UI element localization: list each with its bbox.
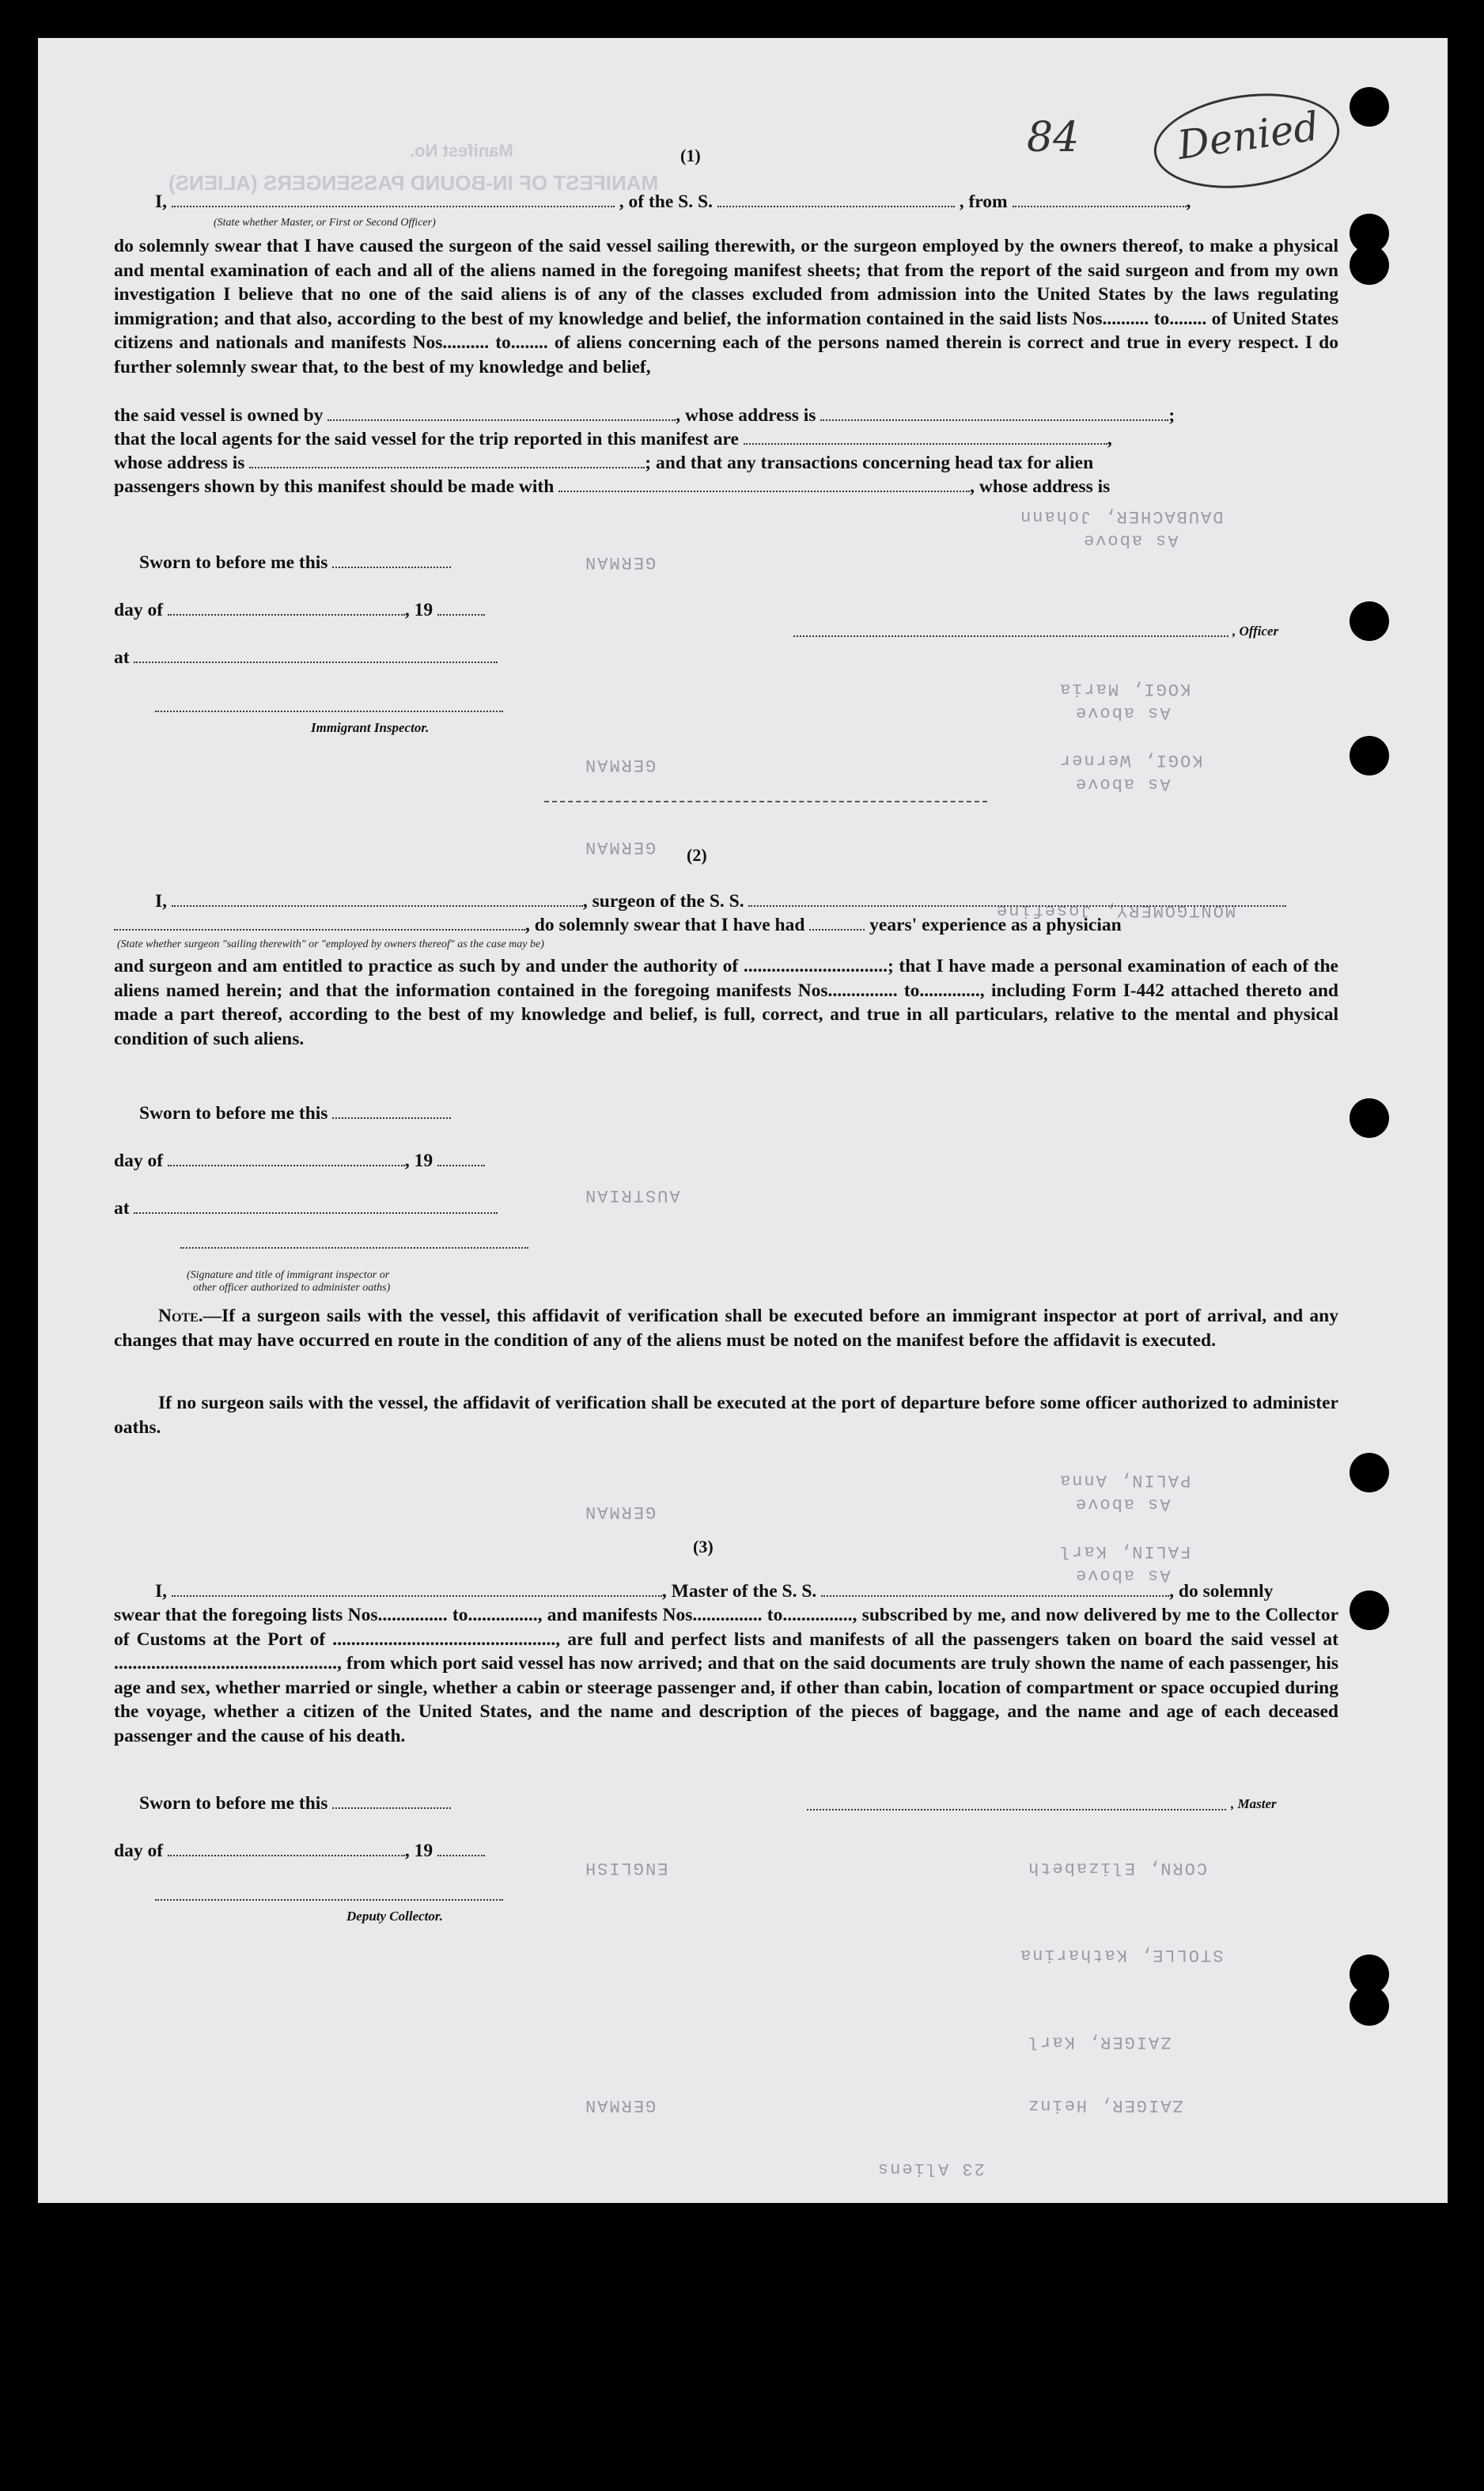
bleed-entry: GERMAN bbox=[584, 2095, 657, 2115]
bleed-entry: AUSTRIAN bbox=[584, 1185, 680, 1205]
faded-subtitle: Manifest No. bbox=[410, 141, 513, 161]
bleed-entry: ENGLISH bbox=[584, 1858, 668, 1878]
divider bbox=[544, 801, 987, 802]
binder-hole bbox=[1350, 245, 1389, 285]
bleed-entry: KOGI, Maria bbox=[1058, 679, 1191, 699]
sig-caption-2: other officer authorized to administer oaths) bbox=[193, 1282, 391, 1294]
binder-hole bbox=[1350, 87, 1389, 127]
sworn-line-1: Sworn to before me this bbox=[139, 551, 451, 575]
address-line: whose address is ; and that any transactions concerning head tax for alien bbox=[114, 453, 1094, 473]
sworn-line-3: Sworn to before me this bbox=[139, 1791, 451, 1816]
bleed-entry: GERMAN bbox=[584, 837, 657, 857]
officer-label: , Officer bbox=[1232, 624, 1279, 639]
bleed-entry: GERMAN bbox=[584, 1502, 657, 1522]
bleed-entry: ZAIGER, Karl bbox=[1027, 2032, 1172, 2052]
section3-intro: I, , Master of the S. S. , do solemnly bbox=[155, 1581, 1274, 1602]
note-label: Note. bbox=[158, 1306, 203, 1326]
binder-hole bbox=[1350, 1453, 1389, 1492]
caption-surgeon: (State whether surgeon "sailing therewith" or "employed by owners thereof" as the case may be) bbox=[117, 938, 544, 950]
day-line-2: day of , 19 bbox=[114, 1149, 485, 1173]
of-ss-label: , of the S. S. bbox=[619, 191, 713, 212]
binder-hole bbox=[1350, 736, 1389, 775]
section2-intro: I, , surgeon of the S. S. bbox=[155, 889, 1286, 914]
bleed-entry: As above bbox=[1082, 530, 1179, 550]
collector-signature-line bbox=[155, 1899, 503, 1901]
day-line-1: day of , 19 bbox=[114, 598, 485, 623]
section1-body: do solemnly swear that I have caused the surgeon of the said vessel sailing therewith, or the surgeon employed by the owners thereof, to make a physical and mental examination of each and all of the aliens named in the foregoing manifest sheets; that from the report of the said surgeon and from my own investigation I believe that no one of the said aliens is of any of the classes excluded from admission into the United States by the laws regulating immigration; and that also, according to the best of my knowledge and belief, the information contained in the said lists Nos.......... to........ of United States citizens and nationals and manifests Nos.......... to........ of aliens concerning each of the persons named therein is correct and true in every respect. I do further solemnly swear that, to the best of my knowledge and belief, bbox=[114, 236, 1338, 377]
sig-caption-1: (Signature and title of immigrant inspector or bbox=[187, 1269, 390, 1281]
note-2: If no surgeon sails with the vessel, the affidavit of verification shall be executed at the port of departure before some officer authorized to administer oaths. bbox=[114, 1393, 1338, 1438]
sworn-line-2: Sworn to before me this bbox=[139, 1101, 451, 1126]
note-1: Note.—If a surgeon sails with the vessel, this affidavit of verification shall be executed before an immigrant inspector at port of arrival, and any changes that may have occurred en route in the condition of any of the aliens must be noted on the manifest before the affidavit is executed. bbox=[114, 1306, 1338, 1351]
bleed-entry: As above bbox=[1074, 703, 1171, 722]
corner-mark: 84 bbox=[1027, 114, 1080, 161]
bleed-entry: KOGI, Werner bbox=[1058, 750, 1203, 770]
binder-hole bbox=[1350, 1986, 1389, 2026]
passengers-line: passengers shown by this manifest should be made with , whose address is bbox=[114, 476, 1111, 497]
bleed-entry: As above bbox=[1074, 1565, 1171, 1585]
bleed-entry: As above bbox=[1074, 774, 1171, 794]
master-label: , Master bbox=[1231, 1796, 1277, 1811]
section3-number: (3) bbox=[693, 1537, 714, 1556]
caption-master: (State whether Master, or First or Second Officer) bbox=[214, 217, 436, 229]
section1-intro: I, , of the S. S. , from , bbox=[155, 191, 1191, 212]
binder-hole bbox=[1350, 1098, 1389, 1138]
bleed-entry: DAUBACHER, Johann bbox=[1019, 506, 1224, 526]
immigrant-inspector-label: Immigrant Inspector. bbox=[311, 720, 430, 735]
manifest-page bbox=[38, 38, 1448, 2203]
bleed-entry: GERMAN bbox=[584, 755, 657, 775]
section2-number: (2) bbox=[687, 845, 707, 865]
day-line-3: day of , 19 bbox=[114, 1839, 485, 1864]
bleed-entry: STOLLE, Katharina bbox=[1019, 1945, 1224, 1965]
bleed-entry: GERMAN bbox=[584, 552, 657, 572]
master-signature-line bbox=[807, 1809, 1226, 1810]
binder-hole bbox=[1350, 1591, 1389, 1630]
officer-signature-line bbox=[793, 635, 1228, 637]
surgeon-witness-signature-line bbox=[180, 1247, 528, 1249]
bleed-entry: As above bbox=[1074, 1494, 1171, 1514]
section2-solemnly: , do solemnly swear that I have had years' experience as a physician bbox=[114, 913, 1122, 938]
at-line-2: at bbox=[114, 1196, 498, 1221]
bleed-entry: ZAIGER, Heinz bbox=[1027, 2095, 1183, 2115]
inspector-signature-line bbox=[155, 711, 503, 712]
from-label: , from bbox=[959, 191, 1008, 212]
deputy-collector-label: Deputy Collector. bbox=[346, 1909, 443, 1924]
faded-title: MANIFEST OF IN-BOUND PASSENGERS (ALIENS) bbox=[168, 171, 659, 195]
bleed-entry: FALIN, Karl bbox=[1058, 1541, 1191, 1561]
section3-body: swear that the foregoing lists Nos............... to..............., and manifests Nos............... to..............., subscribed by me, and now delivered by me to the Collector of Customs at the Port of ................................................, are full and perfect lists and manifests of all the passengers taken on board the said vessel at ................................................, from which port said vessel has now arrived; and that on the said documents are truly shown the name of each passenger, his age and sex, whether married or single, whether a cabin or steerage passenger and, if other than cabin, location of compartment or space occupied during the voyage, whether a citizen of the United States, and the name and description of the pieces of baggage, and the name and age of each deceased passenger and the cause of his death. bbox=[114, 1605, 1338, 1746]
section1-number: (1) bbox=[680, 146, 701, 165]
bleed-entry: CORN, Elizabeth bbox=[1027, 1858, 1208, 1878]
local-agents-line: that the local agents for the said vessel for the trip reported in this manifest are , bbox=[114, 429, 1112, 449]
bleed-entry: MONTGOMERY, Josefine bbox=[995, 900, 1236, 920]
bleed-entry: PALIN, Anna bbox=[1058, 1470, 1191, 1490]
bleed-entry: 23 Aliens bbox=[876, 2159, 985, 2178]
at-line-1: at bbox=[114, 646, 498, 670]
owned-by-line: the said vessel is owned by , whose address is ; bbox=[114, 405, 1175, 426]
section2-body: and surgeon and am entitled to practice as such by and under the authority of ...............................; that I have made a personal examination of each of the aliens named herein; and that the information contained in the foregoing manifests Nos............... to............., including Form I-442 attached thereto and made a part thereof, according to the best of my knowledge and belief, is full, correct, and true in all particulars, relative to the mental and physical condition of such aliens. bbox=[114, 956, 1338, 1049]
denied-stamp bbox=[1148, 82, 1346, 199]
binder-hole bbox=[1350, 601, 1389, 641]
intro-I: I, bbox=[155, 191, 168, 212]
stamp-text: Denied bbox=[1174, 103, 1322, 169]
